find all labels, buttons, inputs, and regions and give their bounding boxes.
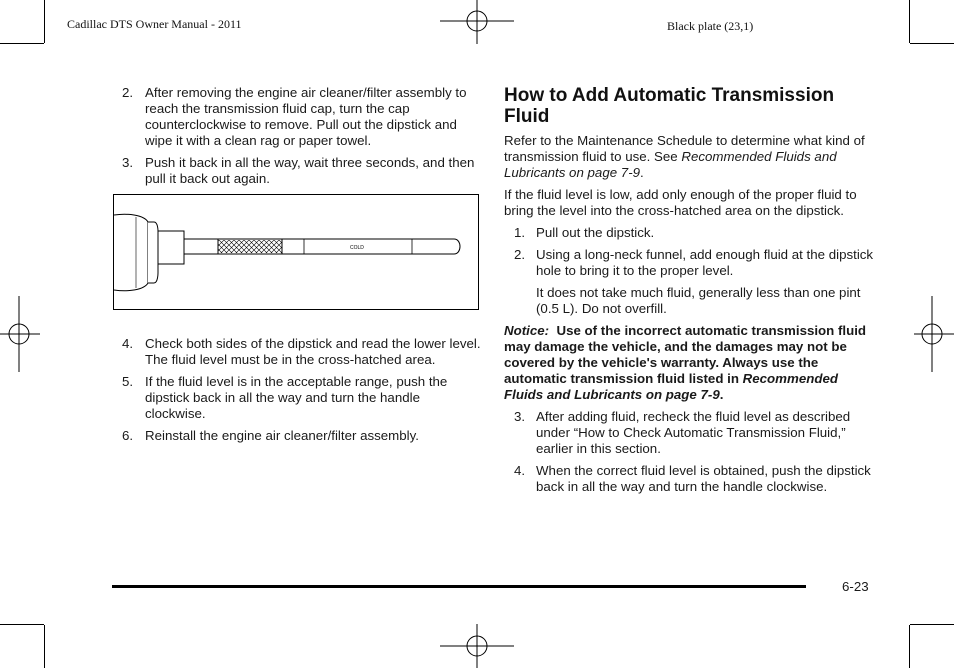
list-item [122,374,484,422]
step-text: Push it back in all the way, wait three seconds, and then pull it back out again. [145,155,475,186]
crop-mark [44,625,45,668]
cross-reference-link[interactable]: Recommended Fluids and Lubricants on page 7-9 [504,149,837,180]
crop-mark [0,43,44,44]
list-item [122,155,484,187]
step-number: 4. [122,336,134,351]
dipstick-illustration [114,195,478,309]
notice-paragraph [504,323,876,403]
step-text: Check both sides of the dipstick and read the lower level. The fluid level must be in the cross-hatched area. [145,336,481,367]
footer-rule [112,585,806,588]
step-text: Reinstall the engine air cleaner/filter assembly. [145,428,419,443]
registration-mark-left [0,296,40,372]
step-number: 3. [514,409,526,424]
step-text: After adding fluid, recheck the fluid level as described under “How to Check Automatic Transmission Fluid,” earlier in this section. [536,409,851,456]
page-number: 6-23 [842,579,869,594]
list-item [122,336,484,368]
step-number: 5. [122,374,134,389]
step-text: If the fluid level is in the acceptable range, push the dipstick back in all the way and turn the handle clockwise. [145,374,448,421]
list-item [504,247,876,279]
list-item [504,225,876,241]
step-text: Using a long-neck funnel, add enough fluid at the dipstick hole to bring it to the proper level. [536,247,874,278]
registration-mark-top [440,0,514,44]
step-number: 2. [122,85,134,100]
right-column [504,85,876,501]
notice-end: . [719,387,724,402]
intro-text: Refer to the Maintenance Schedule to determine what kind of transmission fluid to use. See [504,133,865,164]
crop-mark [910,43,954,44]
section-heading: How to Add Automatic Transmission Fluid [504,85,835,127]
left-column-continued [122,336,484,450]
left-column [122,85,484,193]
step-text: When the correct fluid level is obtained, push the dipstick back in all the way and turn the handle clockwise. [536,463,871,494]
sub-note: It does not take much fluid, generally less than one pint (0.5 L). Do not overfill. [536,285,861,316]
notice-text: Use of the incorrect automatic transmission fluid may damage the vehicle, and the damages may not be covered by the vehicle's warranty. Always use the automatic transmission fluid listed in [504,323,867,386]
crop-mark [909,625,910,668]
crop-mark [910,624,954,625]
intro-paragraph [504,133,876,181]
cross-reference-link[interactable]: Recommended Fluids and Lubricants on page 7-9 [504,371,838,402]
step-text: Pull out the dipstick. [536,225,655,240]
crop-mark [0,624,44,625]
list-item [504,409,876,457]
step-number: 2. [514,247,526,262]
list-item [504,463,876,495]
registration-mark-bottom [440,624,514,668]
step-number: 3. [122,155,134,170]
registration-mark-right [914,296,954,372]
crop-mark [44,0,45,43]
cold-label: COLD [350,245,364,251]
list-item [122,428,484,444]
plate-label: Black plate (23,1) [667,19,754,33]
crop-mark [909,0,910,43]
dipstick-figure [113,194,479,310]
step-number: 1. [514,225,526,240]
intro-end: . [640,165,644,180]
step-number: 6. [122,428,134,443]
low-level-paragraph: If the fluid level is low, add only enough of the proper fluid to bring the level into the cross-hatched area on the dipstick. [504,187,857,218]
document-title: Cadillac DTS Owner Manual - 2011 [67,17,242,31]
step-number: 4. [514,463,526,478]
notice-label: Notice: [504,323,550,338]
step-text: After removing the engine air cleaner/filter assembly to reach the transmission fluid cap, turn the cap counterclockwise to remove. Pull out the dipstick and wipe it with a clean rag or paper towel. [145,85,467,148]
list-item [122,85,484,149]
